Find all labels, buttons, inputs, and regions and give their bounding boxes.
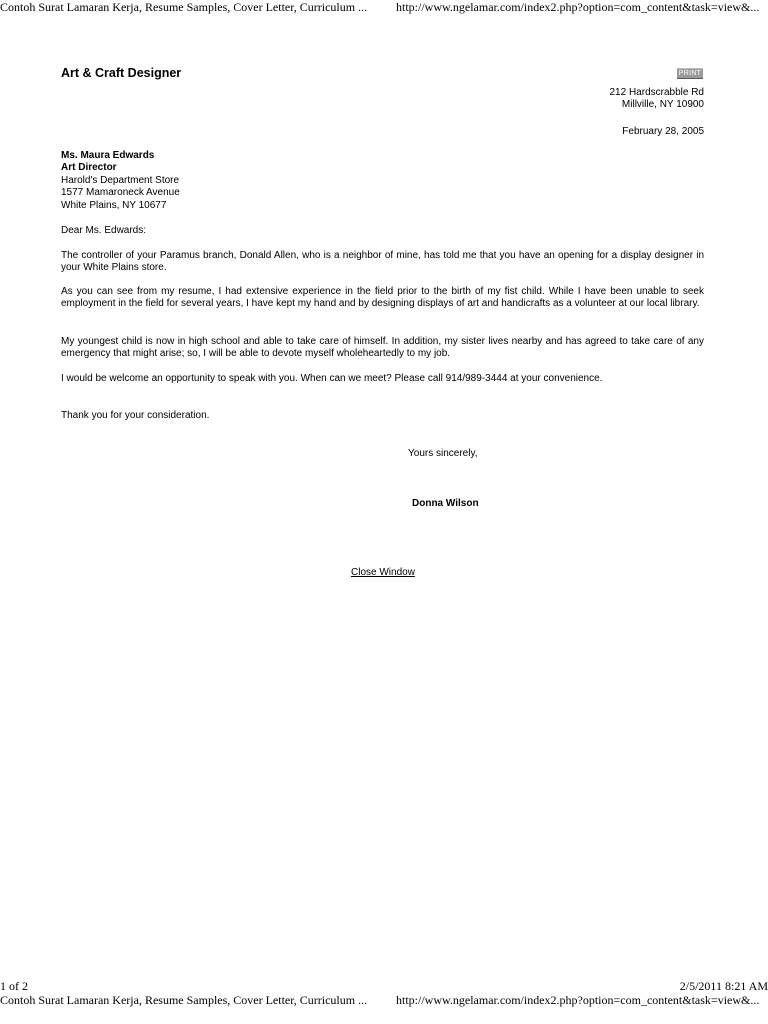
print-header-page-title: Contoh Surat Lamaran Kerja, Resume Samples, Cover Letter, Curriculum ...	[0, 0, 368, 14]
sender-address-line2: Millville, NY 10900	[621, 99, 704, 111]
body-paragraph-5: Thank you for your consideration.	[61, 410, 210, 421]
sender-address-line1: 212 Hardscrabble Rd	[609, 87, 704, 98]
recipient-name: Ms. Maura Edwards	[61, 150, 155, 161]
recipient-street: 1577 Mamaroneck Avenue	[61, 187, 180, 199]
recipient-block	[61, 150, 180, 212]
print-header-url: http://www.ngelamar.com/index2.php?option=com_content&task=view&...	[396, 0, 760, 14]
close-window-link[interactable]: Close Window	[351, 567, 415, 578]
closing: Yours sincerely,	[408, 448, 478, 459]
letter-date: February 28, 2005	[622, 126, 704, 137]
body-paragraph-1: The controller of your Paramus branch, Donald Allen, who is a neighbor of mine, has told me that you have an opening for a display designer in your White Plains store.	[61, 250, 704, 274]
recipient-city: White Plains, NY 10677	[61, 199, 167, 211]
print-footer-timestamp: 2/5/2011 8:21 AM	[679, 979, 768, 993]
body-paragraph-3: My youngest child is now in high school and able to take care of himself. In addition, my sister lives nearby and has agreed to take care of any emergency that might arise; so, I will be able to devote myself wholeheartedly to my job.	[61, 336, 704, 360]
print-footer-url: http://www.ngelamar.com/index2.php?option=com_content&task=view&...	[396, 993, 760, 1007]
document-title: Art & Craft Designer	[61, 66, 182, 80]
print-footer-page-title: Contoh Surat Lamaran Kerja, Resume Samples, Cover Letter, Curriculum ...	[0, 993, 368, 1007]
sender-address	[610, 87, 705, 112]
print-footer-page-number: 1 of 2	[0, 979, 28, 993]
body-paragraph-2: As you can see from my resume, I had extensive experience in the field prior to the birth of my fist child. While I have been unable to seek employment in the field for several years, I have kept my hand and by designing displays of art and handicrafts as a volunteer at our local library.	[61, 286, 704, 310]
recipient-title: Art Director	[61, 162, 117, 174]
recipient-company: Harold's Department Store	[61, 174, 180, 186]
salutation: Dear Ms. Edwards:	[61, 225, 147, 236]
body-paragraph-4: I would be welcome an opportunity to speak with you. When can we meet? Please call 914/989-3444 at your convenience.	[61, 373, 603, 384]
print-button[interactable]: PRINT	[678, 70, 702, 77]
signer-name: Donna Wilson	[412, 498, 479, 509]
